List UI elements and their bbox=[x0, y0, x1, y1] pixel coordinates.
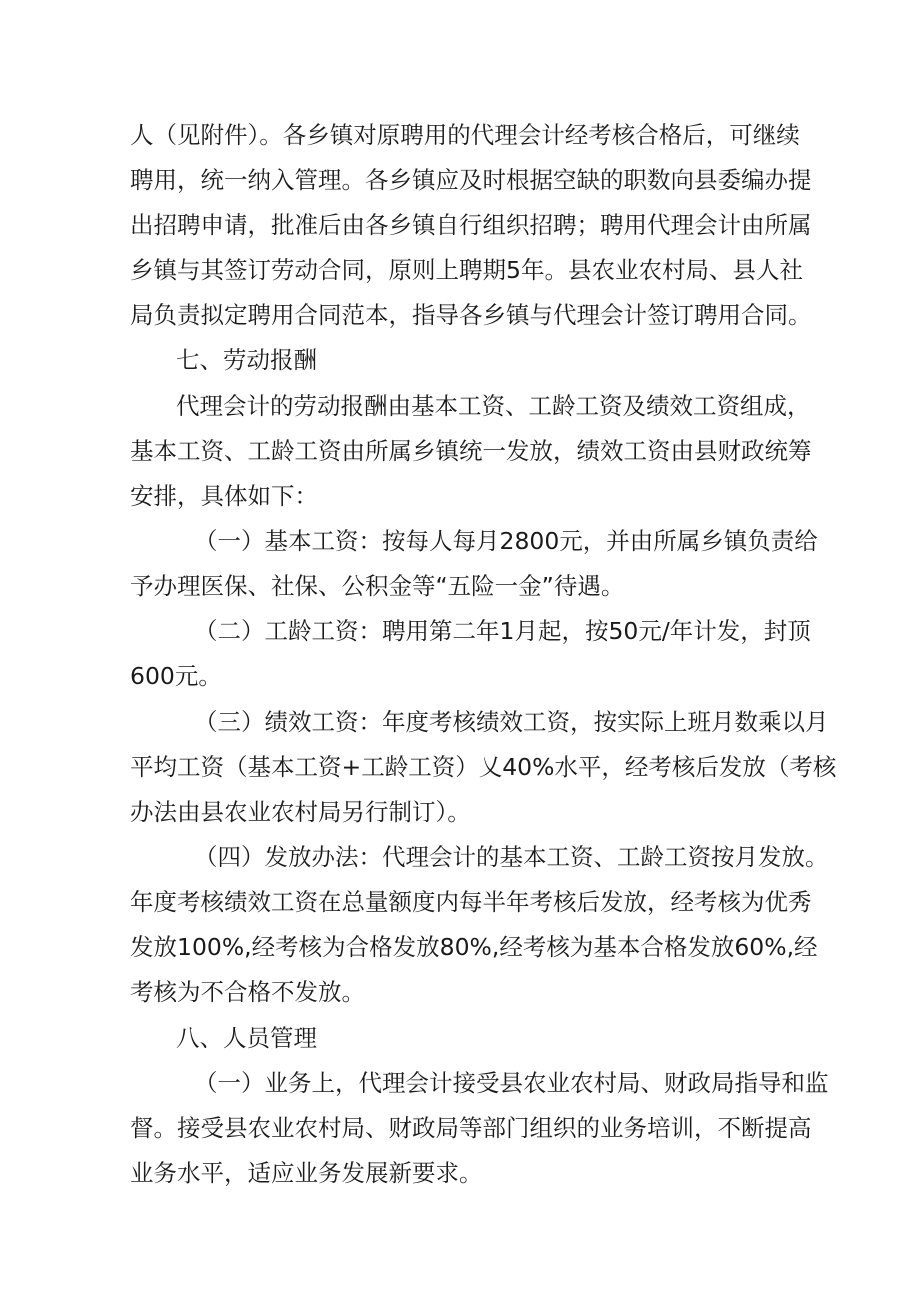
paragraph-line: （一）业务上，代理会计接受县农业农村局、财政局指导和监 bbox=[194, 1069, 829, 1097]
paragraph-line: 予办理医保、社保、公积金等“五险一金”待遇。 bbox=[130, 572, 625, 600]
paragraph-line: 聘用，统一纳入管理。各乡镇应及时根据空缺的职数向县委编办提 bbox=[130, 166, 812, 194]
paragraph-line: （三）绩效工资：年度考核绩效工资，按实际上班月数乘以月 bbox=[194, 708, 829, 736]
section-heading: 七、劳动报酬 bbox=[176, 346, 317, 374]
paragraph-line: （二）工龄工资：聘用第二年1月起，按50元/年计发，封顶 bbox=[194, 617, 811, 645]
paragraph-line: 督。接受县农业农村局、财政局等部门组织的业务培训，不断提高 bbox=[130, 1114, 812, 1142]
paragraph-line: 办法由县农业农村局另行制订）。 bbox=[130, 798, 471, 826]
paragraph-line: 代理会计的劳动报酬由基本工资、工龄工资及绩效工资组成， bbox=[176, 392, 811, 420]
paragraph-line: 安排，具体如下： bbox=[130, 482, 318, 510]
paragraph-line: 发放100%,经考核为合格发放80%,经考核为基本合格发放60%,经 bbox=[130, 933, 818, 961]
paragraph-line: 考核为不合格不发放。 bbox=[130, 978, 365, 1006]
paragraph-line: （一）基本工资：按每人每月2800元，并由所属乡镇负责给 bbox=[194, 527, 818, 555]
paragraph-line: 年度考核绩效工资在总量额度内每半年考核后发放，经考核为优秀 bbox=[130, 888, 812, 916]
paragraph-line: 平均工资（基本工资+工龄工资）乂40%水平，经考核后发放（考核 bbox=[130, 753, 837, 781]
paragraph-line: 出招聘申请，批准后由各乡镇自行组织招聘；聘用代理会计由所属 bbox=[130, 211, 812, 239]
paragraph-line: 局负责拟定聘用合同范本，指导各乡镇与代理会计签订聘用合同。 bbox=[130, 301, 812, 329]
paragraph-line: 乡镇与其签订劳动合同，原则上聘期5年。县农业农村局、县人社 bbox=[130, 256, 803, 284]
paragraph-line: 基本工资、工龄工资由所属乡镇统一发放，绩效工资由县财政统筹 bbox=[130, 437, 812, 465]
paragraph-line: 600元。 bbox=[130, 662, 222, 690]
paragraph-line: （四）发放办法：代理会计的基本工资、工龄工资按月发放。 bbox=[194, 843, 829, 871]
paragraph-line: 业务水平，适应业务发展新要求。 bbox=[130, 1159, 483, 1187]
paragraph-line: 人（见附件）。各乡镇对原聘用的代理会计经考核合格后，可继续 bbox=[130, 121, 800, 149]
section-heading: 八、人员管理 bbox=[176, 1024, 317, 1052]
